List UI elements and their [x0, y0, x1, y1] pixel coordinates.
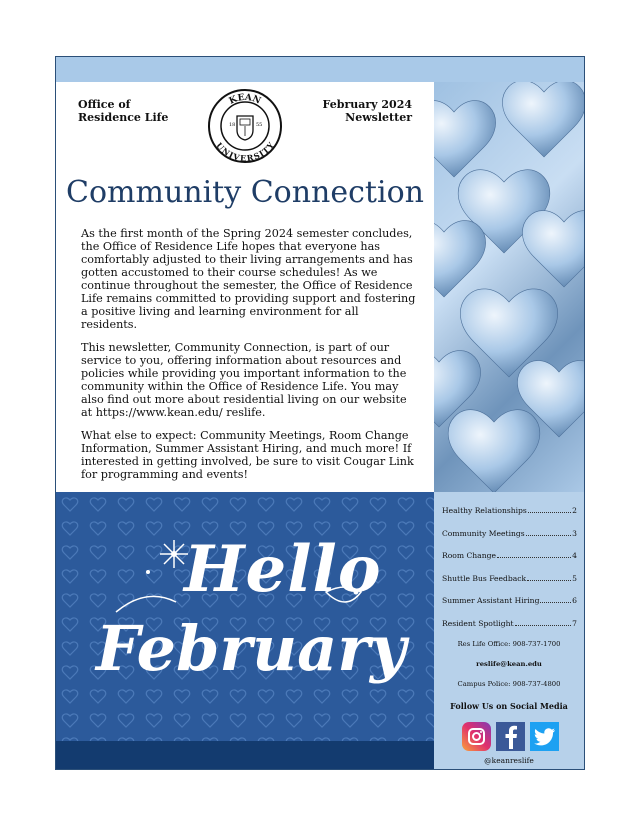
toc-item-label: Resident Spotlight: [442, 618, 514, 628]
toc-item-label: Healthy Relationships: [442, 506, 527, 515]
toc-item[interactable]: [442, 596, 577, 619]
main-content-panel: [56, 82, 434, 492]
kean-university-seal: [207, 88, 283, 164]
issue-date: [323, 98, 412, 124]
email-link[interactable]: reslife@kean.edu: [476, 660, 542, 668]
newsletter-page: [55, 56, 585, 770]
toc-item[interactable]: [442, 574, 577, 597]
seal-year-left: 18: [229, 122, 236, 128]
hello-text: Hello: [184, 532, 382, 607]
toc-item-page: 2: [572, 506, 577, 515]
toc-item-label: Community Meetings: [442, 528, 525, 538]
police-phone: Campus Police: 908-737-4800: [457, 680, 561, 688]
twitter-icon[interactable]: [530, 722, 559, 751]
table-of-contents: [442, 506, 577, 641]
intro-paragraph-2: This newsletter, Community Connection, is part of our service to you, offering information about resources and policies while providing you important information to the community within the Office of Residence Life. You may also find out more about residential living on our website at https://www.kean.edu/ reslife.: [81, 341, 407, 419]
toc-item-page: 6: [572, 596, 577, 605]
toc-item-page: 5: [572, 573, 577, 583]
seal-year-right: 55: [256, 122, 263, 128]
seal-text-bottom: UNIVERSITY: [213, 140, 277, 164]
office-name: [78, 98, 168, 124]
newsletter-title: Community Connection: [66, 175, 424, 210]
social-heading: Follow Us on Social Media: [450, 701, 568, 711]
facebook-icon[interactable]: [496, 722, 525, 751]
toc-item-page: 3: [572, 528, 577, 538]
toc-item-label: Shuttle Bus Feedback: [442, 573, 527, 583]
top-color-band: [56, 57, 584, 82]
hello-february-banner: [56, 492, 434, 769]
banner-footer-band: [56, 741, 434, 769]
issue-type: Newsletter: [345, 111, 412, 124]
instagram-icon[interactable]: [462, 722, 491, 751]
toc-item[interactable]: [442, 506, 577, 529]
toc-item-label: Room Change: [442, 551, 496, 560]
toc-item-label: Summer Assistant Hiring: [442, 596, 540, 605]
toc-item[interactable]: [442, 551, 577, 574]
february-text: February: [96, 612, 407, 685]
office-line-2: Residence Life: [78, 111, 169, 124]
seal-text-top: KEAN: [227, 92, 263, 107]
office-phone: Res Life Office: 908-737-1700: [457, 640, 561, 648]
toc-item-page: 4: [572, 551, 577, 560]
intro-paragraph-1: As the first month of the Spring 2024 semester concludes, the Office of Residence Life hopes that everyone has comfortably adjusted to their living arrangements and has gotten accustomed to their course schedules! As we continue throughout the semester, the Office of Residence Life remains committed to providing support and fostering a positive living and learning environment for all residents.: [81, 227, 416, 331]
toc-item[interactable]: [442, 529, 577, 552]
sidebar: [434, 492, 584, 769]
toc-item-page: 7: [572, 618, 577, 628]
issue-month: February 2024: [322, 98, 412, 111]
office-line-1: Office of: [78, 98, 131, 111]
blue-hearts-photo: [434, 82, 584, 492]
intro-paragraph-3: What else to expect: Community Meetings, Room Change Information, Summer Assistant Hiring, and much more! If interested in getting involved, be sure to visit Cougar Link for programming and events!: [81, 429, 414, 481]
intro-text: [81, 227, 416, 491]
social-icons: [462, 722, 562, 751]
contact-info: [434, 634, 584, 694]
social-handle[interactable]: @keanreslife: [484, 756, 534, 765]
